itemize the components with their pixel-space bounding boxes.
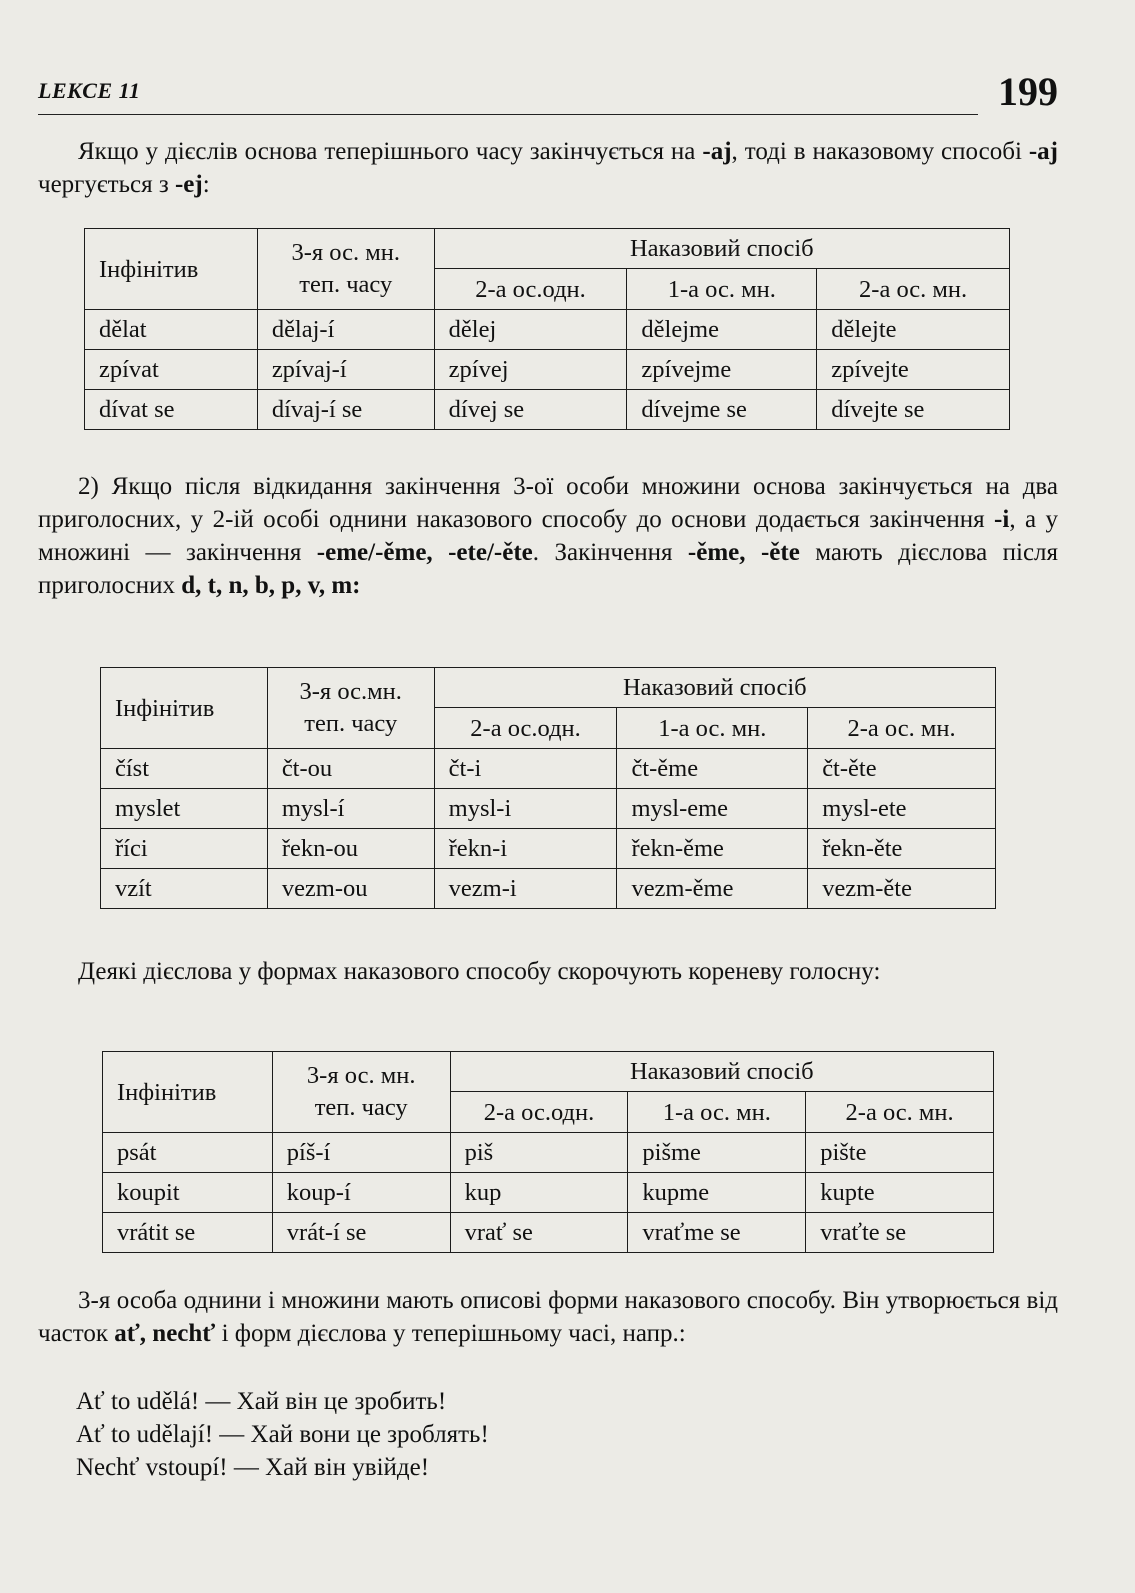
- paragraph-4: 3-я особа однини і множини мають описові форми наказового способу. Він утворюється від часток ať, nechť і форм дієслова у теперішньому часі, напр.:: [38, 1287, 1058, 1347]
- header-2pl: 2-а ос. мн.: [817, 269, 1010, 310]
- paragraph-3: Деякі дієслова у формах наказового способу скорочують кореневу голосну:: [78, 958, 881, 985]
- header-imperative: Наказовий спосіб: [450, 1052, 993, 1092]
- example-3: Nechť vstoupí! — Хай він увійде!: [76, 1454, 430, 1481]
- table-row: dívat se dívaj-í se dívej se dívejme se dívejte se: [85, 390, 1010, 430]
- header-infinitive: Інфінітив: [103, 1052, 273, 1133]
- table-row: dělat dělaj-í dělej dělejme dělejte: [85, 310, 1010, 350]
- lesson-label: LEKCE 11: [38, 78, 141, 103]
- header-2sg: 2-а ос.одн.: [434, 708, 617, 749]
- header-rule: [38, 114, 978, 115]
- header-2pl: 2-а ос. мн.: [808, 708, 996, 749]
- header-3pl-present: 3-я ос. мн. теп. часу: [272, 1052, 450, 1133]
- header-2sg: 2-а ос.одн.: [434, 269, 627, 310]
- header-1pl: 1-а ос. мн.: [627, 269, 817, 310]
- table-row: zpívat zpívaj-í zpívej zpívejme zpívejte: [85, 350, 1010, 390]
- table-row: říci řekn-ou řekn-i řekn-ěme řekn-ěte: [101, 829, 996, 869]
- conjugation-table-2: [100, 667, 996, 909]
- header-2pl: 2-а ос. мн.: [806, 1092, 994, 1133]
- paragraph-1: Якщо у дієслів основа теперішнього часу закінчується на -aj, тоді в наказовому способі -aj чергується з -ej:: [38, 138, 1059, 198]
- table-row: číst čt-ou čt-i čt-ěme čt-ěte: [101, 749, 996, 789]
- header-1pl: 1-а ос. мн.: [617, 708, 808, 749]
- conjugation-table-3: [102, 1051, 994, 1253]
- table-row: vrátit se vrát-í se vrať se vraťme se vraťte se: [103, 1213, 994, 1253]
- conjugation-table-1: [84, 228, 1010, 430]
- header-imperative: Наказовий спосіб: [434, 668, 995, 708]
- paragraph-2: 2) Якщо після відкидання закінчення 3-ої особи множини основа закінчується на два приголосних, у 2-ій особі однини наказового способу до основи додається закінчення -i, а у множині — закінчення -eme/-ěme, -ete/-ěte. Закінчення -ěme, -ěte мають дієслова після приголосних d, t, n, b, p, v, m:: [38, 473, 1059, 599]
- header-infinitive: Інфінітив: [101, 668, 268, 749]
- header-imperative: Наказовий спосіб: [434, 229, 1009, 269]
- table-row: vzít vezm-ou vezm-i vezm-ěme vezm-ěte: [101, 869, 996, 909]
- table-row: myslet mysl-í mysl-i mysl-eme mysl-ete: [101, 789, 996, 829]
- header-1pl: 1-а ос. мн.: [628, 1092, 806, 1133]
- running-header: [38, 69, 1058, 122]
- page-number: 199: [998, 69, 1058, 114]
- header-infinitive: Інфінітив: [85, 229, 258, 310]
- header-2sg: 2-а ос.одн.: [450, 1092, 628, 1133]
- header-3pl-present: 3-я ос.мн. теп. часу: [267, 668, 434, 749]
- example-2: Ať to udělají! — Хай вони це зроблять!: [76, 1421, 489, 1448]
- table-row: psát píš-í piš pišme pište: [103, 1133, 994, 1173]
- header-3pl-present: 3-я ос. мн. теп. часу: [257, 229, 434, 310]
- example-1: Ať to udělá! — Хай він це зробить!: [76, 1388, 447, 1415]
- table-row: koupit koup-í kup kupme kupte: [103, 1173, 994, 1213]
